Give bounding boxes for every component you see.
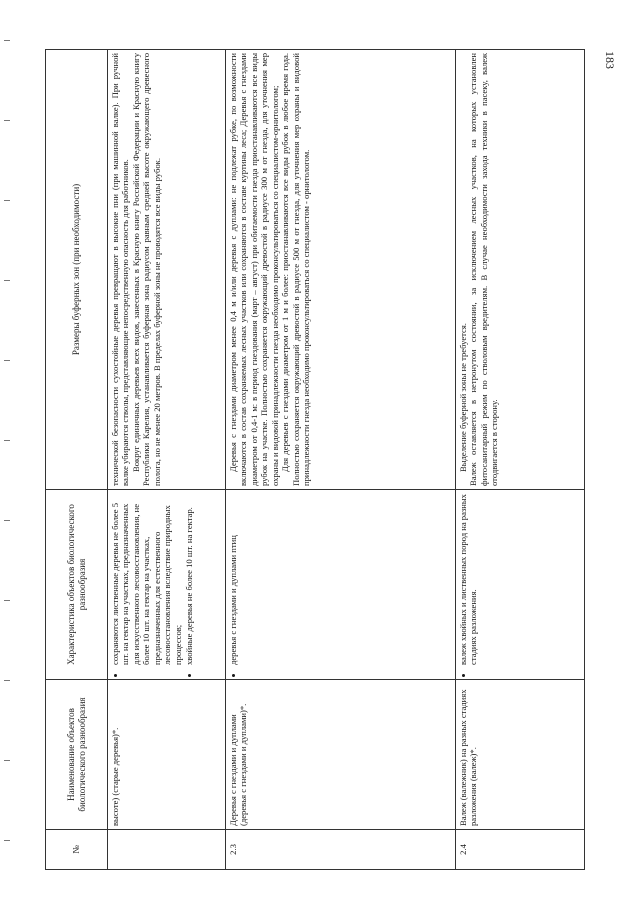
list-item: • валеж хвойных и лиственных пород на разных стадиях разложения.: [458, 493, 479, 665]
row-buffer-zone: [456, 50, 585, 490]
list-item: • деревья с гнездами и дуплами птиц: [228, 493, 238, 665]
table-header-row: [46, 50, 108, 870]
list-item: • хвойные деревья не более 10 шт. на гектар.: [184, 493, 194, 665]
zone-paragraph: Для деревьев с гнездами диаметром от 1 м и более: приостанавливаются все виды рубок в любое время года. Полностью сохраняется окружающий древостой в радиусе 500 м от гнезда, для уточнения мер охраны и видовой принадлежности гнезда необходимо проконсультироваться со специалистом - орнитологом.: [280, 53, 312, 486]
table-row: [226, 50, 456, 870]
zone-paragraph: Деревья с гнездами диаметром менее 0,4 м и/или деревья с дуплами: не подлежат рубке, по возможности включаются в состав сохраняемых лесных участков или сохраняются в составе куртины леса; Деревья с гнездами диаметром от 0,4-1 м: в период гнездования (март – август) при обитаемости гнезда приостанавливаются все виды рубок на участке. Полностью сохраняется окружающий древостой в радиусе 300 м от гнезда, для уточнения мер охраны и видовой принадлежности гнезда необходимо проконсультироваться со специалистом-орнитологом;: [228, 53, 280, 486]
row-name: высоте) (старые деревья)*.: [108, 680, 226, 830]
zone-paragraph: Валеж оставляется в нетронутом состоянии, за исключением лесных участков, на которых установлен фитосанитарный режим по стволовым вредителям. В случае необходимости захода техники в пасеку, валеж отодвигается в сторону.: [468, 53, 500, 486]
row-buffer-zone: [108, 50, 226, 490]
rotated-table-wrapper: [45, 50, 585, 870]
row-num: 2.4: [456, 830, 585, 870]
row-characteristics: [108, 490, 226, 680]
zone-paragraph: технической безопасности сухостойные деревья превращают в высокие пни (при машинной валке). При ручной валке убираются стволы, представляющие непосредственную опасность для работников.: [110, 53, 131, 486]
header-num: №: [46, 830, 108, 870]
row-characteristics: [456, 490, 585, 680]
page-number: 183: [603, 51, 617, 69]
zone-paragraph: Вокруг единичных деревьев всех видов, занесенных в Красную книгу Российской Федерации и Красную книгу Республики Карелия, устанавливается буферная зона радиусом равным средней высоте окружающего древесного полога, но не менее 20 метров. В пределах буферной зоны не проводятся все виды рубок.: [130, 53, 162, 486]
zone-paragraph: Выделение буферной зоны не требуется.: [458, 323, 468, 472]
row-name: Деревья с гнездами и дуплами (деревья с гнездами и дуплами)*.: [226, 680, 456, 830]
row-num: [108, 830, 226, 870]
list-item: • сохраняются лиственные деревья не более 5 шт. на гектар на участках, предназначенных для искусственного лесовосстановления, не более 10 шт. на гектар на участках, предназначенных для естественного лесовосстановления вследствие природных процессов;: [110, 493, 183, 665]
header-char: Характеристика объектов биологического разнообразия: [46, 490, 108, 680]
row-buffer-zone: [226, 50, 456, 490]
table-row: [108, 50, 226, 870]
row-name: Валеж (валежник) на разных стадиях разложения (валеж)*.: [456, 680, 585, 830]
row-num: 2.3: [226, 830, 456, 870]
biodiversity-table: [45, 49, 585, 870]
header-name: Наименование объектов биологического разнообразия: [46, 680, 108, 830]
row-characteristics: [226, 490, 456, 680]
table-row: [456, 50, 585, 870]
binding-holes: [0, 0, 18, 905]
header-zone: Размеры буферных зон (при необходимости): [46, 50, 108, 490]
